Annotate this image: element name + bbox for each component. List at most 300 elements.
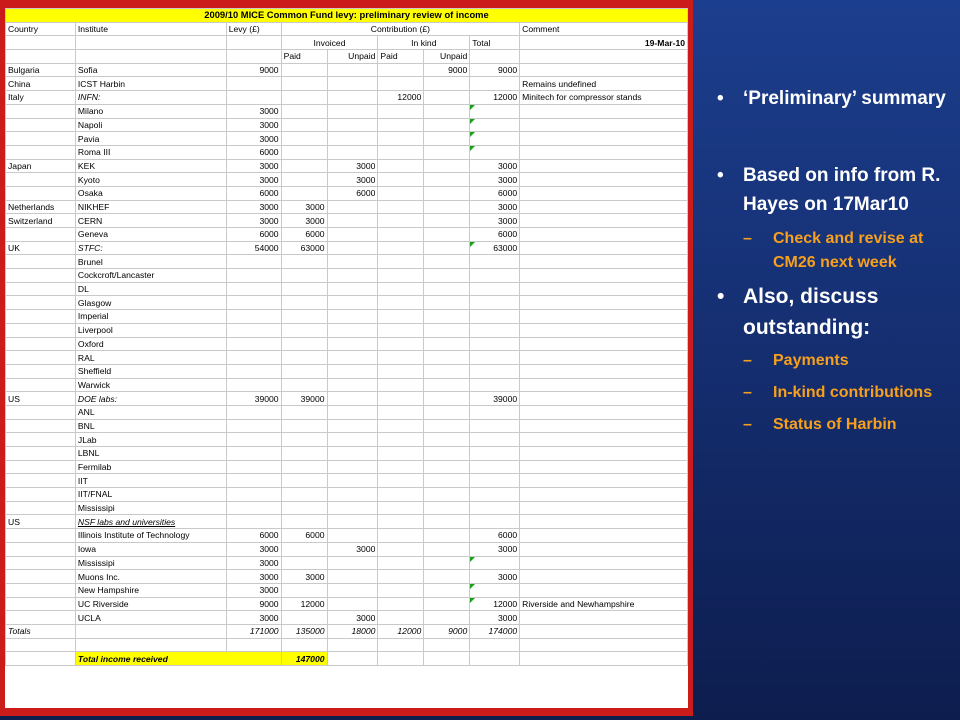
- invoiced-paid-cell: [281, 405, 327, 419]
- invoiced-unpaid-cell: [327, 145, 378, 159]
- invoiced-unpaid-cell: [327, 104, 378, 118]
- inkind-unpaid-cell: [424, 611, 470, 625]
- empty-cell: [378, 652, 424, 666]
- comment-cell: [520, 405, 688, 419]
- comment-cell: [520, 501, 688, 515]
- total-cell: 3000: [470, 159, 520, 173]
- table-row: [6, 364, 688, 378]
- invoiced-paid-cell: [281, 186, 327, 200]
- bullet-spacer: [715, 113, 950, 161]
- institute-cell: Osaka: [75, 186, 226, 200]
- comment-cell: [520, 556, 688, 570]
- levy-cell: 3000: [226, 159, 281, 173]
- levy-cell: [226, 474, 281, 488]
- invoiced-paid-cell: 3000: [281, 570, 327, 584]
- header-total: Total: [470, 36, 520, 50]
- levy-cell: [226, 501, 281, 515]
- invoiced-unpaid-cell: [327, 241, 378, 255]
- country-cell: Switzerland: [6, 214, 76, 228]
- institute-cell: Muons Inc.: [75, 570, 226, 584]
- sub-bullet-harbin: [715, 413, 950, 437]
- invoiced-paid-cell: [281, 337, 327, 351]
- country-cell: [6, 556, 76, 570]
- institute-cell: Cockcroft/Lancaster: [75, 269, 226, 283]
- income-row: [6, 652, 688, 666]
- table-row: [6, 474, 688, 488]
- comment-cell: [520, 364, 688, 378]
- total-cell: 3000: [470, 173, 520, 187]
- sub-bullet-check-text: Check and revise at CM26 next week: [773, 230, 924, 271]
- invoiced-paid-cell: [281, 501, 327, 515]
- inkind-unpaid-cell: [424, 501, 470, 515]
- levy-cell: 54000: [226, 241, 281, 255]
- table-row: [6, 611, 688, 625]
- country-cell: [6, 145, 76, 159]
- total-cell: [470, 364, 520, 378]
- comment-cell: [520, 378, 688, 392]
- levy-cell: [226, 460, 281, 474]
- header-unpaid: Unpaid: [327, 50, 378, 64]
- total-cell: [470, 378, 520, 392]
- invoiced-unpaid-cell: 3000: [327, 159, 378, 173]
- inkind-unpaid-cell: [424, 460, 470, 474]
- invoiced-paid-cell: [281, 132, 327, 146]
- invoiced-unpaid-cell: [327, 63, 378, 77]
- invoiced-paid-cell: 6000: [281, 228, 327, 242]
- header-country: Country: [6, 22, 76, 36]
- comment-cell: [520, 104, 688, 118]
- institute-cell: DOE labs:: [75, 392, 226, 406]
- total-cell: [470, 296, 520, 310]
- invoiced-paid-cell: [281, 488, 327, 502]
- invoiced-unpaid-cell: [327, 228, 378, 242]
- institute-cell: NIKHEF: [75, 200, 226, 214]
- table-row: [6, 323, 688, 337]
- header-levy: Levy (£): [226, 22, 281, 36]
- inkind-paid-cell: [378, 597, 424, 611]
- sub-bullet-harbin-text: Status of Harbin: [773, 416, 897, 433]
- inkind-unpaid-cell: [424, 91, 470, 105]
- inkind-unpaid-cell: [424, 145, 470, 159]
- invoiced-paid-cell: [281, 611, 327, 625]
- country-cell: China: [6, 77, 76, 91]
- comment-cell: [520, 515, 688, 529]
- invoiced-paid-cell: [281, 378, 327, 392]
- total-cell: [470, 269, 520, 283]
- table-row: [6, 460, 688, 474]
- country-cell: Bulgaria: [6, 63, 76, 77]
- invoiced-unpaid-cell: [327, 419, 378, 433]
- table-row: [6, 310, 688, 324]
- invoiced-unpaid-cell: [327, 378, 378, 392]
- inkind-paid-cell: [378, 378, 424, 392]
- empty-cell: [6, 50, 76, 64]
- levy-cell: 3000: [226, 611, 281, 625]
- country-cell: [6, 488, 76, 502]
- institute-cell: Fermilab: [75, 460, 226, 474]
- inkind-paid-cell: [378, 282, 424, 296]
- invoiced-paid-cell: 3000: [281, 214, 327, 228]
- invoiced-unpaid-cell: [327, 597, 378, 611]
- institute-cell: UCLA: [75, 611, 226, 625]
- institute-cell: Warwick: [75, 378, 226, 392]
- inkind-unpaid-cell: [424, 351, 470, 365]
- inkind-paid-cell: [378, 255, 424, 269]
- inkind-paid-cell: [378, 159, 424, 173]
- comment-cell: [520, 269, 688, 283]
- inkind-paid-cell: [378, 173, 424, 187]
- table-row: [6, 542, 688, 556]
- comment-cell: [520, 282, 688, 296]
- dash-glyph: –: [743, 416, 752, 433]
- levy-cell: [226, 269, 281, 283]
- empty-cell: [6, 652, 76, 666]
- invoiced-paid-cell: [281, 104, 327, 118]
- inkind-unpaid-cell: [424, 296, 470, 310]
- country-cell: [6, 173, 76, 187]
- invoiced-paid-cell: [281, 351, 327, 365]
- empty-cell: [75, 36, 226, 50]
- invoiced-unpaid-cell: 3000: [327, 611, 378, 625]
- comment-cell: [520, 474, 688, 488]
- country-cell: [6, 255, 76, 269]
- table-row: [6, 433, 688, 447]
- country-cell: [6, 310, 76, 324]
- total-cell: 3000: [470, 570, 520, 584]
- table-row: [6, 241, 688, 255]
- header-paid-inkind: Paid: [378, 50, 424, 64]
- inkind-unpaid-cell: [424, 241, 470, 255]
- total-cell: [470, 501, 520, 515]
- levy-cell: 3000: [226, 118, 281, 132]
- inkind-unpaid-cell: [424, 337, 470, 351]
- header-paid: Paid: [281, 50, 327, 64]
- total-cell: 3000: [470, 611, 520, 625]
- levy-cell: 3000: [226, 173, 281, 187]
- inkind-unpaid-cell: [424, 132, 470, 146]
- total-cell: 6000: [470, 228, 520, 242]
- total-cell: [470, 118, 520, 132]
- invoiced-unpaid-cell: [327, 556, 378, 570]
- invoiced-paid-cell: 3000: [281, 200, 327, 214]
- levy-cell: [226, 447, 281, 461]
- invoiced-paid-cell: [281, 310, 327, 324]
- sub-bullet-payments-text: Payments: [773, 352, 849, 369]
- invoiced-paid-cell: [281, 269, 327, 283]
- totals-row: [6, 624, 688, 638]
- inkind-unpaid-cell: [424, 200, 470, 214]
- table-row: [6, 583, 688, 597]
- bullet-spacer: [715, 219, 950, 227]
- institute-cell: INFN:: [75, 91, 226, 105]
- country-cell: [6, 570, 76, 584]
- country-cell: [6, 405, 76, 419]
- sub-bullet-inkind-text: In-kind contributions: [773, 384, 933, 401]
- table-row: [6, 104, 688, 118]
- invoiced-unpaid-cell: [327, 529, 378, 543]
- totals-inkind-unpaid: 9000: [424, 624, 470, 638]
- inkind-paid-cell: [378, 583, 424, 597]
- total-cell: [470, 583, 520, 597]
- total-cell: [470, 310, 520, 324]
- table-row: [6, 351, 688, 365]
- comment-cell: [520, 132, 688, 146]
- header-invoiced: Invoiced: [281, 36, 378, 50]
- empty-cell: [520, 638, 688, 652]
- inkind-paid-cell: [378, 104, 424, 118]
- total-cell: [470, 351, 520, 365]
- invoiced-paid-cell: [281, 474, 327, 488]
- institute-cell: STFC:: [75, 241, 226, 255]
- table-row: [6, 159, 688, 173]
- comment-cell: [520, 159, 688, 173]
- institute-cell: New Hampshire: [75, 583, 226, 597]
- levy-cell: [226, 515, 281, 529]
- institute-cell: Illinois Institute of Technology: [75, 529, 226, 543]
- levy-cell: [226, 323, 281, 337]
- invoiced-unpaid-cell: [327, 200, 378, 214]
- institute-cell: KEK: [75, 159, 226, 173]
- inkind-unpaid-cell: [424, 378, 470, 392]
- institute-cell: Napoli: [75, 118, 226, 132]
- empty-cell: [6, 36, 76, 50]
- country-cell: [6, 104, 76, 118]
- country-cell: Italy: [6, 91, 76, 105]
- inkind-unpaid-cell: [424, 104, 470, 118]
- levy-cell: 3000: [226, 214, 281, 228]
- comment-cell: [520, 241, 688, 255]
- institute-cell: Sheffield: [75, 364, 226, 378]
- invoiced-unpaid-cell: 3000: [327, 173, 378, 187]
- table-row: [6, 405, 688, 419]
- comment-cell: [520, 228, 688, 242]
- inkind-paid-cell: [378, 529, 424, 543]
- total-cell: [470, 323, 520, 337]
- bullet-discuss: • Also, discuss outstanding:: [715, 281, 950, 343]
- inkind-paid-cell: [378, 556, 424, 570]
- inkind-paid-cell: [378, 241, 424, 255]
- invoiced-paid-cell: [281, 556, 327, 570]
- invoiced-unpaid-cell: [327, 460, 378, 474]
- inkind-unpaid-cell: [424, 214, 470, 228]
- invoiced-paid-cell: [281, 364, 327, 378]
- total-cell: [470, 556, 520, 570]
- empty-cell: [327, 638, 378, 652]
- total-cell: [470, 433, 520, 447]
- slide-bullets: [715, 84, 950, 437]
- institute-cell: Pavia: [75, 132, 226, 146]
- levy-cell: [226, 405, 281, 419]
- country-cell: [6, 282, 76, 296]
- invoiced-unpaid-cell: [327, 296, 378, 310]
- invoiced-unpaid-cell: 6000: [327, 186, 378, 200]
- comment-cell: [520, 392, 688, 406]
- levy-cell: [226, 91, 281, 105]
- table-row: [6, 488, 688, 502]
- comment-cell: [520, 186, 688, 200]
- inkind-paid-cell: [378, 310, 424, 324]
- total-cell: 3000: [470, 200, 520, 214]
- inkind-paid-cell: [378, 405, 424, 419]
- invoiced-unpaid-cell: [327, 488, 378, 502]
- country-cell: [6, 228, 76, 242]
- inkind-unpaid-cell: [424, 556, 470, 570]
- comment-cell: [520, 488, 688, 502]
- comment-cell: Remains undefined: [520, 77, 688, 91]
- comment-cell: [520, 200, 688, 214]
- total-cell: [470, 488, 520, 502]
- comment-cell: [520, 255, 688, 269]
- comment-cell: [520, 214, 688, 228]
- empty-cell: [226, 36, 281, 50]
- invoiced-unpaid-cell: [327, 392, 378, 406]
- levy-cell: [226, 378, 281, 392]
- comment-cell: [520, 323, 688, 337]
- invoiced-paid-cell: [281, 77, 327, 91]
- table-row: [6, 228, 688, 242]
- levy-cell: [226, 255, 281, 269]
- total-cell: [470, 460, 520, 474]
- levy-cell: [226, 433, 281, 447]
- country-cell: [6, 269, 76, 283]
- institute-cell: Sofia: [75, 63, 226, 77]
- inkind-paid-cell: [378, 570, 424, 584]
- comment-cell: Riverside and Newhampshire: [520, 597, 688, 611]
- levy-cell: 3000: [226, 132, 281, 146]
- institute-cell: Imperial: [75, 310, 226, 324]
- total-cell: [470, 515, 520, 529]
- invoiced-unpaid-cell: [327, 405, 378, 419]
- totals-invoiced-unpaid: 18000: [327, 624, 378, 638]
- institute-cell: Brunel: [75, 255, 226, 269]
- invoiced-paid-cell: [281, 282, 327, 296]
- table-row: [6, 529, 688, 543]
- invoiced-paid-cell: [281, 433, 327, 447]
- empty-cell: [281, 638, 327, 652]
- comment-cell: [520, 310, 688, 324]
- inkind-unpaid-cell: [424, 529, 470, 543]
- inkind-paid-cell: [378, 269, 424, 283]
- invoiced-unpaid-cell: [327, 132, 378, 146]
- total-cell: [470, 337, 520, 351]
- table-row: [6, 91, 688, 105]
- invoiced-unpaid-cell: [327, 323, 378, 337]
- institute-cell: JLab: [75, 433, 226, 447]
- table-row: [6, 200, 688, 214]
- empty-cell: [226, 50, 281, 64]
- levy-cell: [226, 296, 281, 310]
- inkind-paid-cell: 12000: [378, 91, 424, 105]
- levy-cell: 3000: [226, 200, 281, 214]
- total-cell: 6000: [470, 186, 520, 200]
- country-cell: [6, 433, 76, 447]
- invoiced-paid-cell: [281, 255, 327, 269]
- country-cell: Japan: [6, 159, 76, 173]
- total-cell: 9000: [470, 63, 520, 77]
- inkind-paid-cell: [378, 433, 424, 447]
- total-cell: 3000: [470, 542, 520, 556]
- table-row: [6, 173, 688, 187]
- levy-cell: 3000: [226, 542, 281, 556]
- invoiced-paid-cell: [281, 91, 327, 105]
- country-cell: Netherlands: [6, 200, 76, 214]
- inkind-paid-cell: [378, 63, 424, 77]
- empty-cell: [520, 624, 688, 638]
- title-row: [6, 9, 688, 23]
- total-cell: [470, 447, 520, 461]
- institute-cell: Roma III: [75, 145, 226, 159]
- table-row: [6, 378, 688, 392]
- total-cell: 3000: [470, 214, 520, 228]
- totals-label: Totals: [6, 624, 76, 638]
- invoiced-paid-cell: [281, 583, 327, 597]
- sheet-title: 2009/10 MICE Common Fund levy: preliminary review of income: [6, 9, 688, 23]
- table-row: [6, 132, 688, 146]
- table-row: [6, 337, 688, 351]
- institute-cell: Liverpool: [75, 323, 226, 337]
- country-cell: [6, 337, 76, 351]
- institute-cell: Milano: [75, 104, 226, 118]
- inkind-paid-cell: [378, 351, 424, 365]
- inkind-paid-cell: [378, 515, 424, 529]
- sub-bullet-inkind: [715, 381, 950, 405]
- inkind-unpaid-cell: [424, 474, 470, 488]
- inkind-paid-cell: [378, 501, 424, 515]
- inkind-unpaid-cell: [424, 77, 470, 91]
- header-contribution: Contribution (£): [281, 22, 520, 36]
- table-row: [6, 63, 688, 77]
- country-cell: [6, 529, 76, 543]
- invoiced-paid-cell: [281, 323, 327, 337]
- invoiced-paid-cell: 12000: [281, 597, 327, 611]
- total-cell: 63000: [470, 241, 520, 255]
- invoiced-paid-cell: [281, 145, 327, 159]
- invoiced-paid-cell: [281, 118, 327, 132]
- comment-cell: [520, 337, 688, 351]
- inkind-paid-cell: [378, 132, 424, 146]
- inkind-paid-cell: [378, 214, 424, 228]
- country-cell: [6, 583, 76, 597]
- inkind-paid-cell: [378, 186, 424, 200]
- inkind-unpaid-cell: [424, 186, 470, 200]
- header-row-3: [6, 50, 688, 64]
- country-cell: [6, 501, 76, 515]
- invoiced-unpaid-cell: [327, 282, 378, 296]
- levy-cell: 9000: [226, 63, 281, 77]
- bullet-preliminary: • ‘Preliminary’ summary: [715, 84, 950, 113]
- inkind-paid-cell: [378, 474, 424, 488]
- comment-cell: [520, 433, 688, 447]
- table-row: [6, 501, 688, 515]
- institute-cell: ICST Harbin: [75, 77, 226, 91]
- levy-cell: 3000: [226, 583, 281, 597]
- country-cell: [6, 118, 76, 132]
- table-row: [6, 214, 688, 228]
- comment-cell: [520, 611, 688, 625]
- levy-cell: 3000: [226, 104, 281, 118]
- country-cell: [6, 378, 76, 392]
- table-row: [6, 419, 688, 433]
- total-cell: [470, 419, 520, 433]
- invoiced-unpaid-cell: [327, 515, 378, 529]
- country-cell: [6, 460, 76, 474]
- inkind-paid-cell: [378, 611, 424, 625]
- invoiced-unpaid-cell: [327, 269, 378, 283]
- total-cell: [470, 282, 520, 296]
- comment-cell: [520, 460, 688, 474]
- inkind-unpaid-cell: [424, 542, 470, 556]
- header-row-1: [6, 22, 688, 36]
